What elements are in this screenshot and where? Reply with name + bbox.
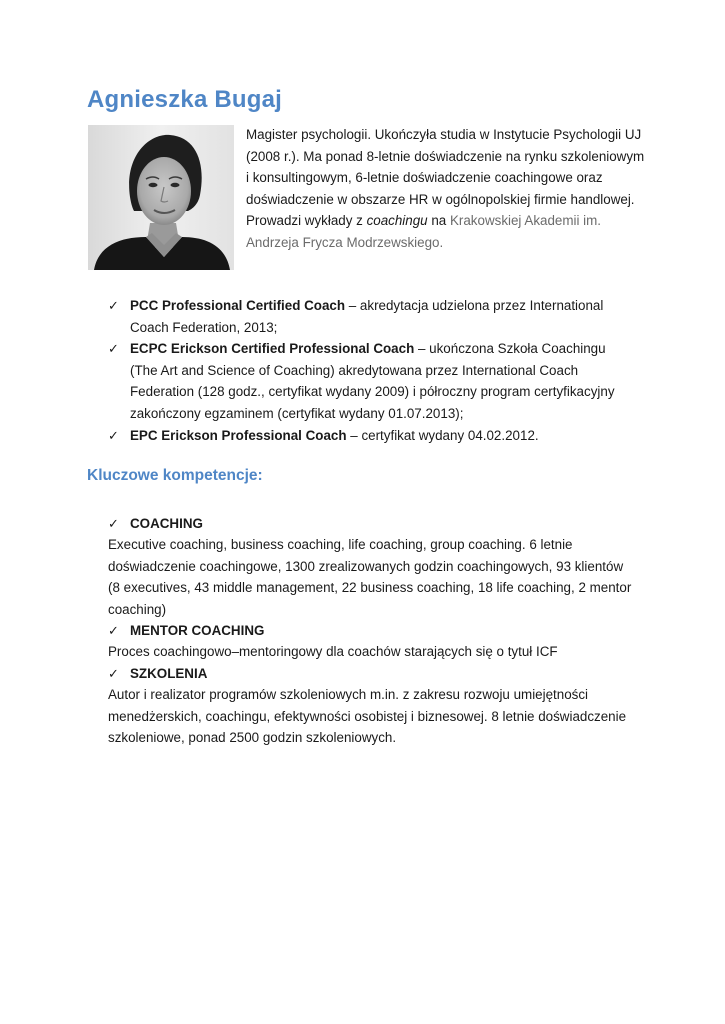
list-item	[106, 338, 636, 424]
bio-text-2: na	[427, 213, 450, 229]
list-item	[106, 295, 636, 338]
profile-photo	[88, 125, 234, 270]
credential-text: – akredytacja udzielona przez International Coach Federation, 2013;	[130, 298, 604, 335]
competence-description: Autor i realizator programów szkoleniowych m.in. z zakresu rozwoju umiejętności menedżerskich, coachingu, efektywności osobistej i biznesowej. 8 letnie doświadczenie szkoleniowe, ponad 2500 godzin szkoleniowych.	[108, 687, 627, 746]
bio-paragraph	[246, 124, 646, 254]
page-title: Agnieszka Bugaj	[87, 86, 283, 113]
credential-title: PCC Professional Certified Coach	[130, 298, 346, 313]
competence-title-text: MENTOR COACHING	[130, 623, 265, 639]
portrait-image	[88, 125, 234, 270]
competences-section	[108, 513, 638, 748]
checkmark-icon: ✓	[108, 516, 119, 531]
checkmark-icon: ✓	[108, 298, 119, 313]
competence-description: Proces coachingowo–mentoringowy dla coachów starających się o tytuł ICF	[108, 644, 558, 660]
credentials-list	[106, 295, 636, 446]
list-item	[106, 425, 636, 447]
competence-title	[108, 620, 638, 641]
bio-italic: coachingu	[366, 213, 428, 229]
competence-description: Executive coaching, business coaching, life coaching, group coaching. 6 letnie doświadczenie coachingowe, 1300 zrealizowanych godzin coachingowych, 93 klientów (8 executives, 43 middle management, 22 business coaching, 18 life coaching, 2 mentor coaching)	[108, 537, 632, 617]
checkmark-icon: ✓	[108, 341, 119, 357]
credential-title: ECPC Erickson Certified Professional Coach	[130, 341, 415, 357]
credential-title: EPC Erickson Professional Coach	[130, 427, 347, 443]
competences-heading: Kluczowe kompetencje:	[87, 467, 263, 484]
competence-title-text: SZKOLENIA	[130, 665, 208, 681]
competence-title	[108, 663, 638, 684]
checkmark-icon: ✓	[108, 623, 119, 639]
checkmark-icon: ✓	[108, 665, 119, 681]
checkmark-icon: ✓	[108, 427, 119, 443]
bio-text-1: Magister psychologii. Ukończyła studia w Instytucie Psychologii UJ (2008 r.). Ma ponad 8-letnie doświadczenie na rynku szkoleniowym i konsultingowym, 6-letnie doświadczenie coachingowe oraz doświadczenie w obszarze HR w ogólnopolskiej firmie handlowej. Prowadzi wykłady z	[246, 127, 645, 229]
bio-academy: Krakowskiej Akademii im. Andrzeja Frycza Modrzewskiego.	[246, 213, 602, 250]
credential-text: – certyfikat wydany 04.02.2012.	[346, 427, 539, 443]
competence-title-text: COACHING	[130, 516, 203, 531]
competence-title	[108, 513, 638, 534]
credential-text: – ukończona Szkoła Coachingu (The Art and Science of Coaching) akredytowana przez International Coach Federation (128 godz., certyfikat wydany 2009) i półroczny program certyfikacyjny zakończony egzaminem (certyfikat wydany 01.07.2013);	[130, 341, 615, 421]
